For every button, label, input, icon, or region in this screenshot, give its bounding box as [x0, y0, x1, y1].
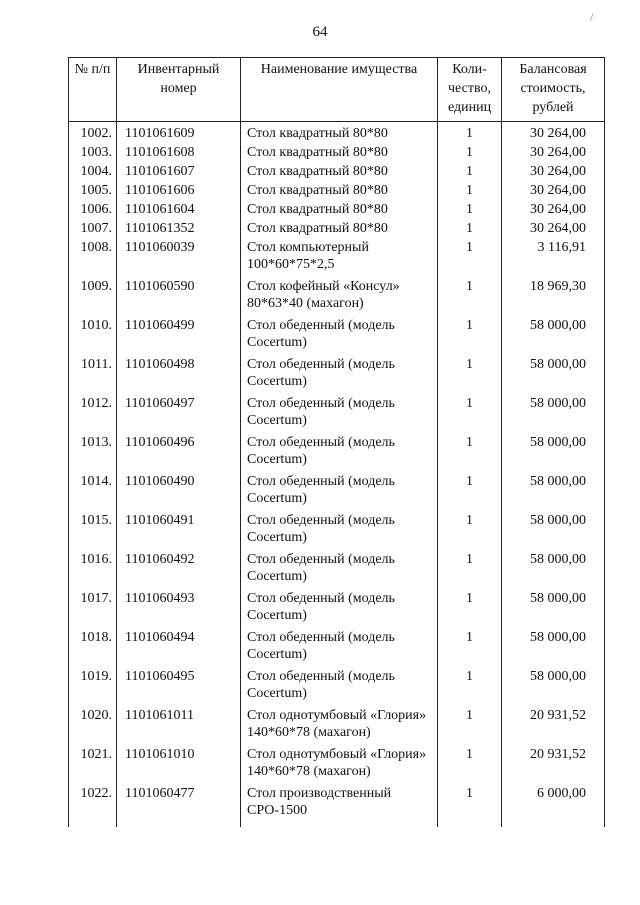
inventory-number: 1101060590 [117, 278, 241, 317]
inventory-number: 1101060492 [117, 551, 241, 590]
quantity: 1 [438, 785, 502, 827]
inventory-number: 1101060493 [117, 590, 241, 629]
row-number: 1014. [69, 473, 117, 512]
table-row [69, 278, 605, 317]
book-value: 30 264,00 [502, 182, 605, 201]
inventory-number: 1101060039 [117, 239, 241, 278]
row-number: 1005. [69, 182, 117, 201]
table-row [69, 473, 605, 512]
book-value: 58 000,00 [502, 668, 605, 707]
row-number: 1018. [69, 629, 117, 668]
inventory-number: 1101060494 [117, 629, 241, 668]
table-row [69, 512, 605, 551]
quantity: 1 [438, 356, 502, 395]
row-number: 1022. [69, 785, 117, 827]
item-name: Стол обеденный (модель Cocertum) [241, 668, 438, 707]
table-row [69, 239, 605, 278]
header-quantity: Коли- чество, единиц [438, 58, 502, 122]
table-row [69, 144, 605, 163]
row-number: 1006. [69, 201, 117, 220]
inventory-number: 1101060495 [117, 668, 241, 707]
table-row [69, 356, 605, 395]
item-name: Стол квадратный 80*80 [241, 163, 438, 182]
header-item-name: Наименование имущества [241, 58, 438, 122]
book-value: 30 264,00 [502, 144, 605, 163]
quantity: 1 [438, 395, 502, 434]
quantity: 1 [438, 201, 502, 220]
book-value: 18 969,30 [502, 278, 605, 317]
item-name: Стол производственный СРО-1500 [241, 785, 438, 827]
table-row [69, 317, 605, 356]
quantity: 1 [438, 239, 502, 278]
book-value: 58 000,00 [502, 590, 605, 629]
quantity: 1 [438, 122, 502, 145]
book-value: 30 264,00 [502, 163, 605, 182]
table-row [69, 707, 605, 746]
item-name: Стол кофейный «Консул» 80*63*40 (махагон) [241, 278, 438, 317]
table-body [69, 122, 605, 828]
scan-mark: / [590, 10, 594, 24]
quantity: 1 [438, 707, 502, 746]
inventory-number: 1101061604 [117, 201, 241, 220]
book-value: 30 264,00 [502, 201, 605, 220]
table-row [69, 182, 605, 201]
quantity: 1 [438, 182, 502, 201]
inventory-number: 1101060490 [117, 473, 241, 512]
table-row [69, 434, 605, 473]
book-value: 30 264,00 [502, 122, 605, 145]
book-value: 58 000,00 [502, 356, 605, 395]
book-value: 58 000,00 [502, 395, 605, 434]
table-row [69, 590, 605, 629]
book-value: 58 000,00 [502, 629, 605, 668]
inventory-number: 1101060498 [117, 356, 241, 395]
inventory-number: 1101061606 [117, 182, 241, 201]
item-name: Стол однотумбовый «Глория» 140*60*78 (махагон) [241, 707, 438, 746]
inventory-table [68, 57, 605, 827]
quantity: 1 [438, 163, 502, 182]
table-row [69, 668, 605, 707]
row-number: 1021. [69, 746, 117, 785]
inventory-number: 1101060491 [117, 512, 241, 551]
item-name: Стол однотумбовый «Глория» 140*60*78 (махагон) [241, 746, 438, 785]
row-number: 1019. [69, 668, 117, 707]
table-row [69, 201, 605, 220]
quantity: 1 [438, 629, 502, 668]
row-number: 1016. [69, 551, 117, 590]
row-number: 1010. [69, 317, 117, 356]
row-number: 1015. [69, 512, 117, 551]
quantity: 1 [438, 668, 502, 707]
inventory-number: 1101060496 [117, 434, 241, 473]
inventory-number: 1101061011 [117, 707, 241, 746]
table-row [69, 551, 605, 590]
book-value: 58 000,00 [502, 512, 605, 551]
quantity: 1 [438, 746, 502, 785]
item-name: Стол обеденный (модель Cocertum) [241, 590, 438, 629]
book-value: 6 000,00 [502, 785, 605, 827]
item-name: Стол квадратный 80*80 [241, 122, 438, 145]
table-row [69, 395, 605, 434]
table-row [69, 122, 605, 145]
book-value: 20 931,52 [502, 707, 605, 746]
item-name: Стол обеденный (модель Cocertum) [241, 512, 438, 551]
item-name: Стол обеденный (модель Cocertum) [241, 317, 438, 356]
item-name: Стол обеденный (модель Cocertum) [241, 551, 438, 590]
quantity: 1 [438, 434, 502, 473]
row-number: 1011. [69, 356, 117, 395]
quantity: 1 [438, 590, 502, 629]
inventory-number: 1101060499 [117, 317, 241, 356]
inventory-number: 1101060497 [117, 395, 241, 434]
table-row [69, 629, 605, 668]
item-name: Стол обеденный (модель Cocertum) [241, 356, 438, 395]
item-name: Стол квадратный 80*80 [241, 144, 438, 163]
row-number: 1013. [69, 434, 117, 473]
row-number: 1009. [69, 278, 117, 317]
header-num: № п/п [69, 58, 117, 122]
inventory-number: 1101061352 [117, 220, 241, 239]
table-row [69, 220, 605, 239]
row-number: 1002. [69, 122, 117, 145]
row-number: 1012. [69, 395, 117, 434]
row-number: 1003. [69, 144, 117, 163]
quantity: 1 [438, 551, 502, 590]
inventory-number: 1101061608 [117, 144, 241, 163]
inventory-number: 1101061607 [117, 163, 241, 182]
item-name: Стол обеденный (модель Cocertum) [241, 395, 438, 434]
book-value: 20 931,52 [502, 746, 605, 785]
quantity: 1 [438, 144, 502, 163]
book-value: 58 000,00 [502, 317, 605, 356]
row-number: 1008. [69, 239, 117, 278]
item-name: Стол обеденный (модель Cocertum) [241, 473, 438, 512]
table-row [69, 746, 605, 785]
quantity: 1 [438, 278, 502, 317]
item-name: Стол обеденный (модель Cocertum) [241, 629, 438, 668]
quantity: 1 [438, 220, 502, 239]
item-name: Стол квадратный 80*80 [241, 201, 438, 220]
quantity: 1 [438, 317, 502, 356]
item-name: Стол квадратный 80*80 [241, 182, 438, 201]
inventory-number: 1101060477 [117, 785, 241, 827]
header-inventory-number: Инвентарный номер [117, 58, 241, 122]
item-name: Стол обеденный (модель Cocertum) [241, 434, 438, 473]
book-value: 58 000,00 [502, 551, 605, 590]
item-name: Стол компьютерный 100*60*75*2,5 [241, 239, 438, 278]
row-number: 1017. [69, 590, 117, 629]
page-number: 64 [312, 24, 328, 40]
book-value: 58 000,00 [502, 473, 605, 512]
table-header [69, 58, 605, 122]
row-number: 1020. [69, 707, 117, 746]
inventory-number: 1101061609 [117, 122, 241, 145]
book-value: 3 116,91 [502, 239, 605, 278]
book-value: 58 000,00 [502, 434, 605, 473]
quantity: 1 [438, 512, 502, 551]
row-number: 1007. [69, 220, 117, 239]
book-value: 30 264,00 [502, 220, 605, 239]
quantity: 1 [438, 473, 502, 512]
table-row [69, 163, 605, 182]
row-number: 1004. [69, 163, 117, 182]
header-book-value: Балансовая стоимость, рублей [502, 58, 605, 122]
inventory-number: 1101061010 [117, 746, 241, 785]
item-name: Стол квадратный 80*80 [241, 220, 438, 239]
table-row [69, 785, 605, 827]
